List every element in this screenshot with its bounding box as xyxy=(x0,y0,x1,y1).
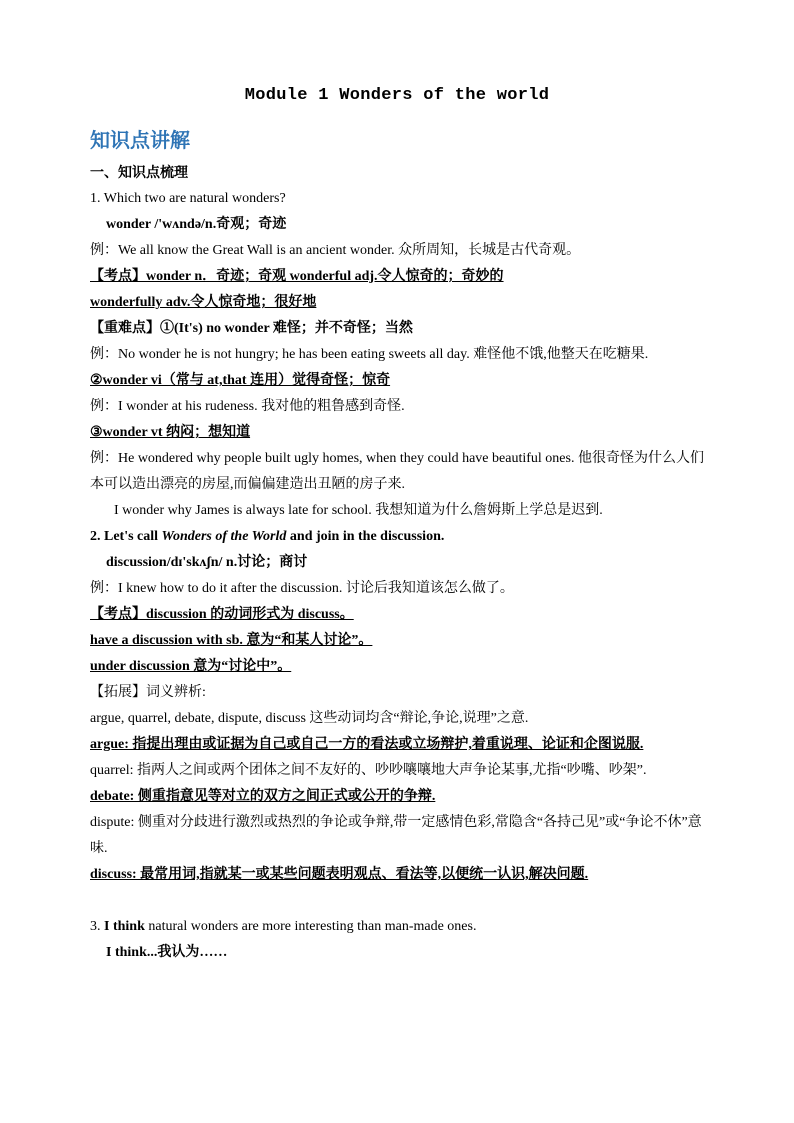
key-point: wonderfully adv.令人惊奇地；很好地 xyxy=(90,295,317,310)
difficult-point: 【重难点】①(It's) no wonder 难怪；并不奇怪；当然 xyxy=(90,321,413,336)
paragraph xyxy=(90,914,704,940)
spacer xyxy=(90,888,704,914)
page-title: Module 1 Wonders of the world xyxy=(244,86,550,105)
subsection-heading: 一、知识点梳理 xyxy=(90,165,188,181)
key-point: under discussion 意为“讨论中”。 xyxy=(90,659,292,674)
paragraph-text: 2. Let's call xyxy=(90,529,162,544)
definition: debate: 侧重指意见等对立的双方之间正式或公开的争辩. xyxy=(90,789,436,804)
vocab-entry: wonder /'wʌndə/n.奇观；奇迹 xyxy=(106,217,287,232)
definition: argue: 指提出理由或证据为自己或自己一方的看法或立场辩护,着重说理、论证和企图说服. xyxy=(90,737,644,752)
example-sentence: 例：I wonder at his rudeness. 我对他的粗鲁感到奇怪. xyxy=(90,399,405,414)
usage-point: ②wonder vi（常与 at,that 连用）觉得奇怪；惊奇 xyxy=(90,373,391,388)
paragraph-text: and join in the discussion. xyxy=(286,529,445,544)
document-body xyxy=(90,160,704,966)
paragraph-text: natural wonders are more interesting than man-made ones. xyxy=(144,919,477,934)
paragraph: argue, quarrel, debate, dispute, discuss 这些动词均含“辩论,争论,说理”之意. xyxy=(90,711,529,726)
definition: discuss: 最常用词,指就某一或某些问题表明观点、看法等,以便统一认识,解决问题. xyxy=(90,867,589,882)
definition: quarrel: 指两人之间或两个团体之间不友好的、吵吵嚷嚷地大声争论某事,尤指“吵嘴、吵架”. xyxy=(90,763,647,778)
key-point: 【考点】wonder n．奇迹；奇观 wonderful adj.令人惊奇的；奇妙的 xyxy=(90,269,504,284)
example-sentence: I wonder why James is always late for school. 我想知道为什么詹姆斯上学总是迟到. xyxy=(114,503,603,518)
example-sentence: 例：I knew how to do it after the discussion. 讨论后我知道该怎么做了。 xyxy=(90,581,514,596)
example-sentence: 例：We all know the Great Wall is an ancient wonder. 众所周知，长城是古代奇观。 xyxy=(90,243,581,258)
vocab-entry: I think...我认为…… xyxy=(106,945,228,960)
example-sentence: 例：No wonder he is not hungry; he has been eating sweets all day. 难怪他不饿,他整天在吃糖果. xyxy=(90,347,649,362)
key-point: 【考点】discussion 的动词形式为 discuss。 xyxy=(90,607,354,622)
section-heading: 知识点讲解 xyxy=(90,128,190,152)
key-point: have a discussion with sb. 意为“和某人讨论”。 xyxy=(90,633,373,648)
phrase-bold: I think xyxy=(104,919,145,934)
paragraph xyxy=(90,524,704,550)
definition: dispute: 侧重对分歧进行激烈或热烈的争论或争辩,带一定感情色彩,常隐含“各持己见”或“争论不休”意味. xyxy=(90,815,702,856)
paragraph: 1. Which two are natural wonders? xyxy=(90,191,286,206)
extension-heading: 【拓展】词义辨析: xyxy=(90,685,206,700)
usage-point: ③wonder vt 纳闷；想知道 xyxy=(90,425,251,440)
example-sentence: 例：He wondered why people built ugly homes, when they could have beautiful ones. 他很奇怪为什么人们本可以造出漂亮的房屋,而偏偏建造出丑陋的房子来. xyxy=(90,451,704,492)
vocab-entry: discussion/dɪ'skʌʃn/ n.讨论；商讨 xyxy=(106,555,308,570)
paragraph-title-italic: Wonders of the World xyxy=(161,529,287,544)
paragraph-text: 3. xyxy=(90,919,104,934)
